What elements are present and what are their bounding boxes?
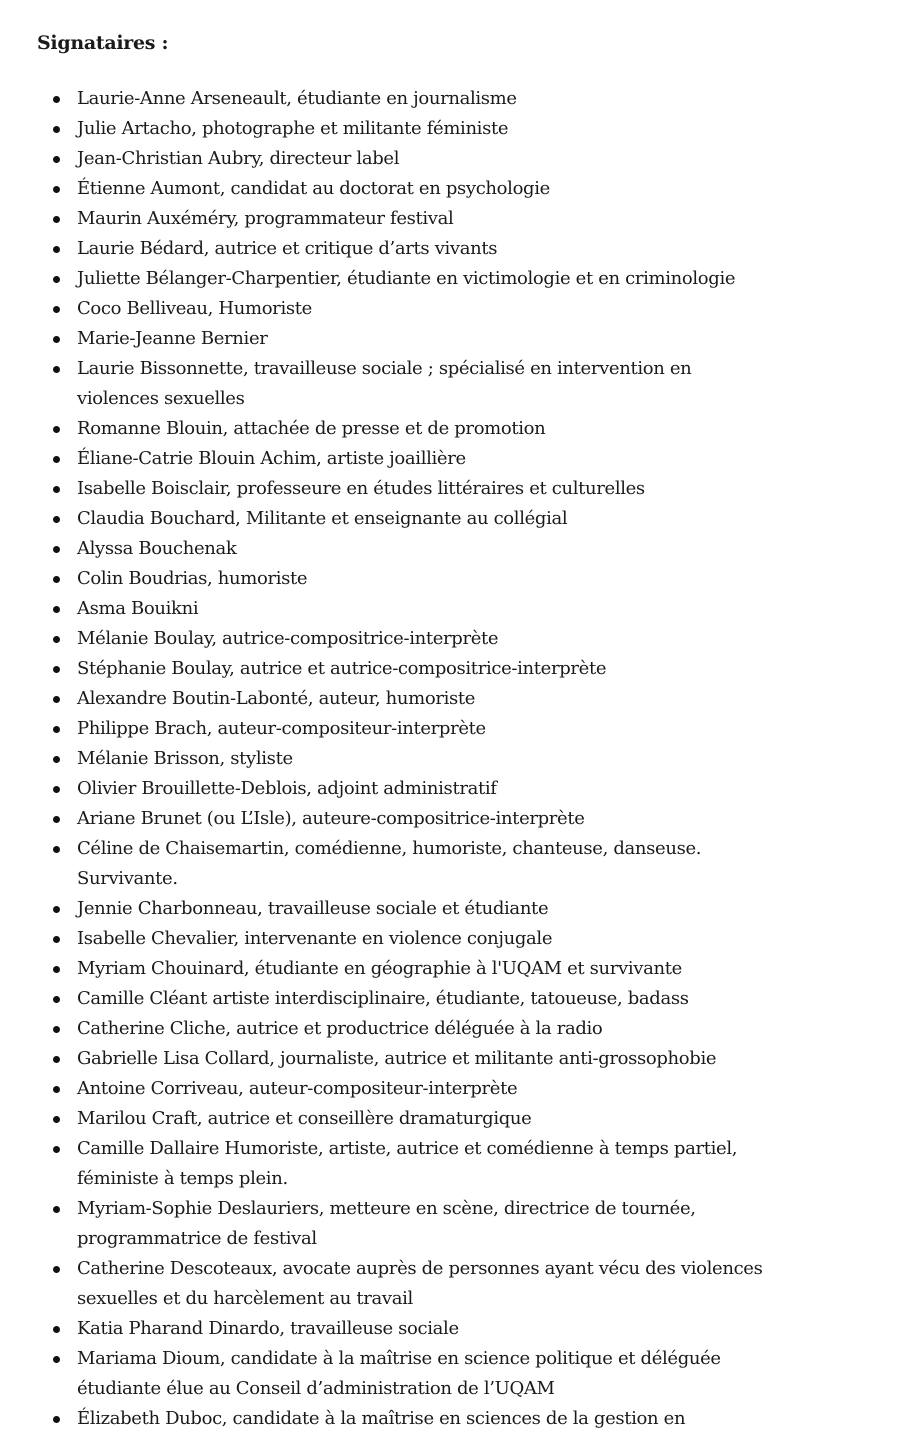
list-item: Stéphanie Boulay, autrice et autrice-compositrice-interprète (37, 654, 777, 684)
list-item: Myriam-Sophie Deslauriers, metteure en scène, directrice de tournée, programmatrice de festival (37, 1194, 777, 1254)
list-item: Ariane Brunet (ou L’Isle), auteure-compositrice-interprète (37, 804, 777, 834)
list-item: Jennie Charbonneau, travailleuse sociale et étudiante (37, 894, 777, 924)
list-item: Juliette Bélanger-Charpentier, étudiante en victimologie et en criminologie (37, 264, 777, 294)
list-item: Marilou Craft, autrice et conseillère dramaturgique (37, 1104, 777, 1134)
list-item: Mariama Dioum, candidate à la maîtrise en science politique et déléguée étudiante élue au Conseil d’administration de l’UQAM (37, 1344, 777, 1404)
list-item: Laurie Bissonnette, travailleuse sociale ; spécialisé en intervention en violences sexuelles (37, 354, 777, 414)
list-item: Isabelle Boisclair, professeure en études littéraires et culturelles (37, 474, 777, 504)
list-item: Katia Pharand Dinardo, travailleuse sociale (37, 1314, 777, 1344)
list-item: Alexandre Boutin-Labonté, auteur, humoriste (37, 684, 777, 714)
list-item: Myriam Chouinard, étudiante en géographie à l'UQAM et survivante (37, 954, 777, 984)
list-item: Camille Dallaire Humoriste, artiste, autrice et comédienne à temps partiel, féministe à temps plein. (37, 1134, 777, 1194)
list-item: Éliane-Catrie Blouin Achim, artiste joaillière (37, 444, 777, 474)
list-item: Olivier Brouillette-Deblois, adjoint administratif (37, 774, 777, 804)
list-item: Colin Boudrias, humoriste (37, 564, 777, 594)
list-item: Étienne Aumont, candidat au doctorat en psychologie (37, 174, 777, 204)
list-item: Jean-Christian Aubry, directeur label (37, 144, 777, 174)
list-item: Laurie Bédard, autrice et critique d’arts vivants (37, 234, 777, 264)
list-item: Maurin Auxéméry, programmateur festival (37, 204, 777, 234)
list-item: Claudia Bouchard, Militante et enseignante au collégial (37, 504, 777, 534)
list-item: Philippe Brach, auteur-compositeur-interprète (37, 714, 777, 744)
list-item: Asma Bouikni (37, 594, 777, 624)
list-item: Mélanie Brisson, styliste (37, 744, 777, 774)
list-item: Céline de Chaisemartin, comédienne, humoriste, chanteuse, danseuse. Survivante. (37, 834, 777, 894)
list-item: Marie-Jeanne Bernier (37, 324, 777, 354)
list-item: Alyssa Bouchenak (37, 534, 777, 564)
list-item: Julie Artacho, photographe et militante féministe (37, 114, 777, 144)
list-item: Coco Belliveau, Humoriste (37, 294, 777, 324)
list-item: Catherine Cliche, autrice et productrice déléguée à la radio (37, 1014, 777, 1044)
signatories-list (37, 84, 857, 1434)
list-item: Antoine Corriveau, auteur-compositeur-interprète (37, 1074, 777, 1104)
list-item: Élizabeth Duboc, candidate à la maîtrise en sciences de la gestion en (37, 1404, 777, 1434)
list-item: Mélanie Boulay, autrice-compositrice-interprète (37, 624, 777, 654)
list-item: Isabelle Chevalier, intervenante en violence conjugale (37, 924, 777, 954)
list-item: Camille Cléant artiste interdisciplinaire, étudiante, tatoueuse, badass (37, 984, 777, 1014)
section-heading: Signataires : (37, 32, 169, 54)
list-item: Gabrielle Lisa Collard, journaliste, autrice et militante anti-grossophobie (37, 1044, 777, 1074)
list-item: Catherine Descoteaux, avocate auprès de personnes ayant vécu des violences sexuelles et du harcèlement au travail (37, 1254, 777, 1314)
list-item: Laurie-Anne Arseneault, étudiante en journalisme (37, 84, 777, 114)
list-item: Romanne Blouin, attachée de presse et de promotion (37, 414, 777, 444)
signatories-section (37, 30, 857, 1434)
